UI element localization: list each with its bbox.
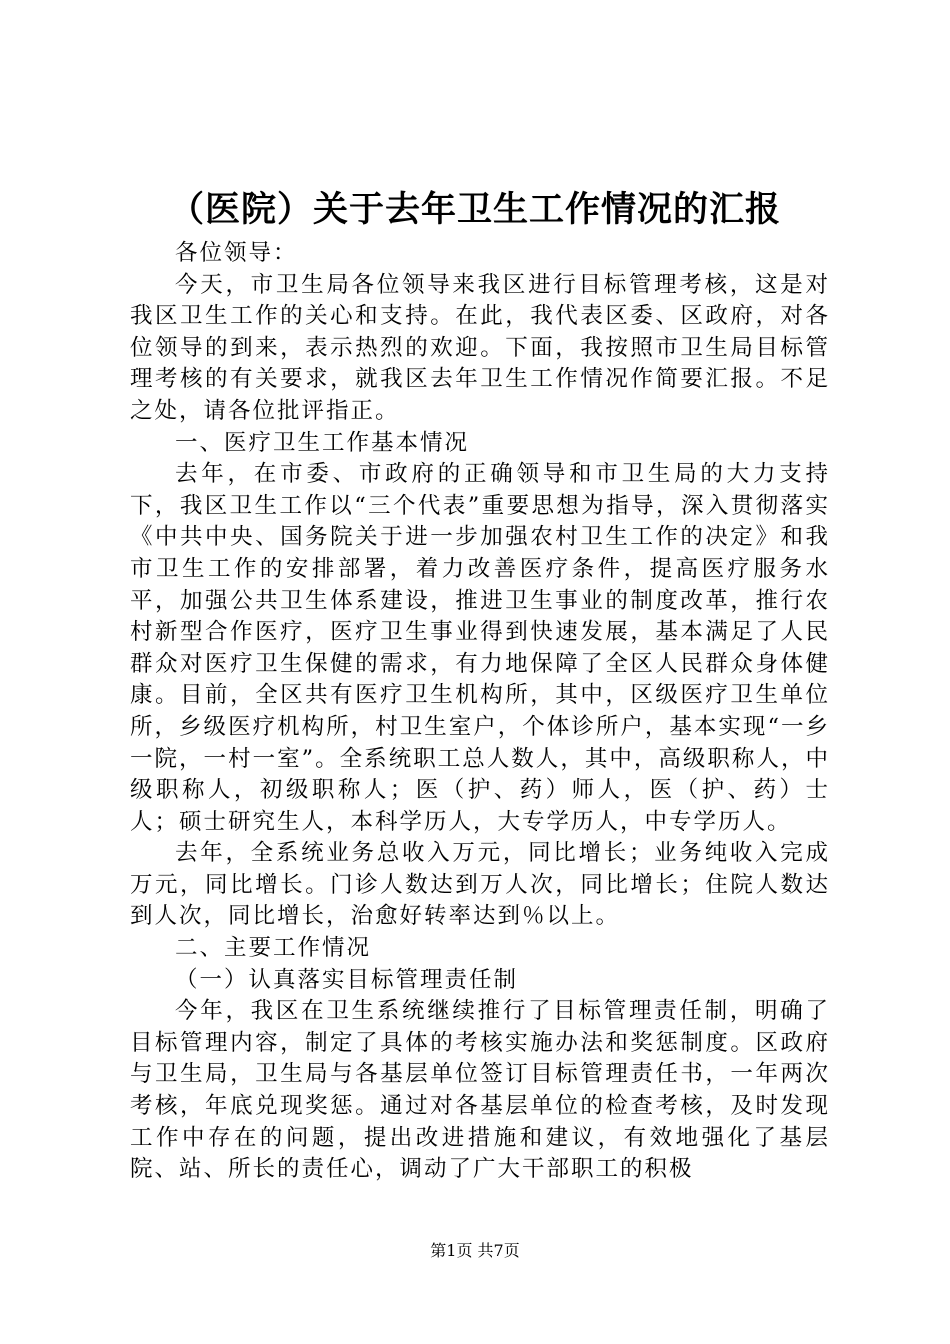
subsection-heading-1: （一）认真落实目标管理责任制: [175, 966, 519, 993]
paragraph-basic-situation: 去年，在市委、市政府的正确领导和市卫生局的大力支持下，我区卫生工作以“三个代表”重要思想为指导，深入贯彻落实《中共中央、国务院关于进一步加强农村卫生工作的决定》和我市卫生工作的安排部署，着力改善医疗条件，提高医疗服务水平，加强公共卫生体系建设，推进卫生事业的制度改革，推行农村新型合作医疗，医疗卫生事业得到快速发展，基本满足了人民群众对医疗卫生保健的需求，有力地保障了全区人民群众身体健康。目前，全区共有医疗卫生机构所，其中，区级医疗卫生单位所，乡级医疗机构所，村卫生室户，个体诊所户，基本实现“一乡一院，一村一室”。全系统职工总人数人，其中，高级职称人，中级职称人，初级职称人；医（护、药）师人，医（护、药）士人；硕士研究生人，本科学历人，大专学历人，中专学历人。: [130, 461, 830, 835]
paragraph-target-management: 今年，我区在卫生系统继续推行了目标管理责任制，明确了目标管理内容，制定了具体的考核实施办法和奖惩制度。区政府与卫生局，卫生局与各基层单位签订目标管理责任书，一年两次考核，年底兑现奖惩。通过对各基层单位的检查考核，及时发现工作中存在的问题，提出改进措施和建议，有效地强化了基层院、站、所长的责任心，调动了广大干部职工的积极: [130, 998, 830, 1183]
salutation: 各位领导：: [175, 240, 298, 266]
section-heading-1: 一、医疗卫生工作基本情况: [175, 429, 470, 456]
page-title: （医院）关于去年卫生工作情况的汇报: [168, 189, 781, 230]
section-heading-2: 二、主要工作情况: [175, 935, 372, 962]
paragraph-business-income: 去年，全系统业务总收入万元，同比增长；业务纯收入完成万元，同比增长。门诊人数达到万人次，同比增长；住院人数达到人次，同比增长，治愈好转率达到％以上。: [130, 840, 830, 930]
page-footer: 第1页 共7页: [430, 1241, 520, 1260]
document-body: [130, 238, 830, 1186]
paragraph-intro: 今天，市卫生局各位领导来我区进行目标管理考核，这是对我区卫生工作的关心和支持。在此，我代表区委、区政府，对各位领导的到来，表示热烈的欢迎。下面，我按照市卫生局目标管理考核的有关要求，就我区去年卫生工作情况作简要汇报。不足之处，请各位批评指正。: [130, 271, 830, 424]
